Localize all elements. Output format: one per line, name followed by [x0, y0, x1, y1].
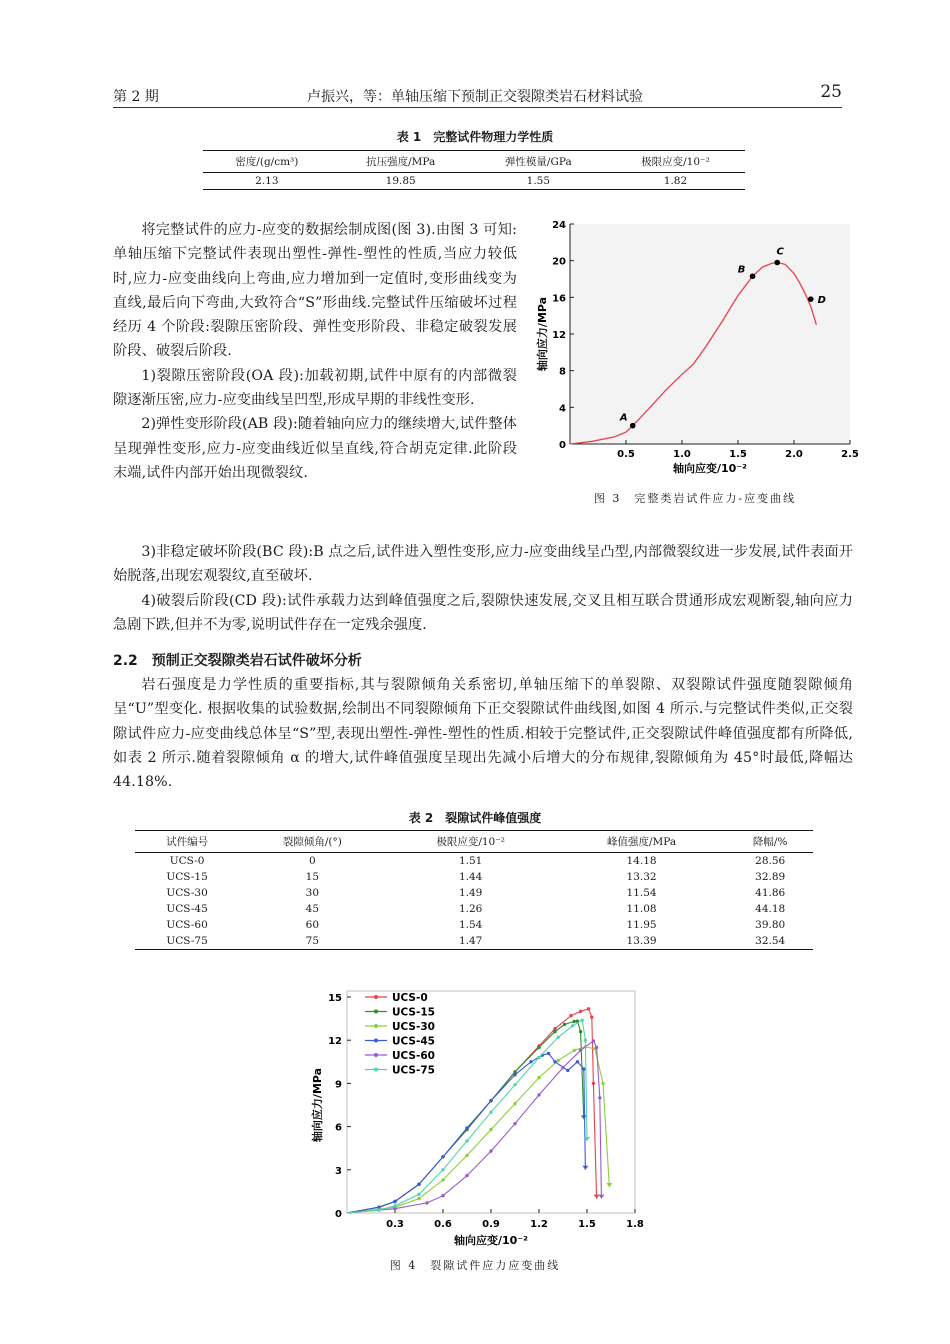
- data-point: [513, 1083, 516, 1086]
- point-a: [630, 423, 636, 429]
- y-tick-label: 12: [552, 330, 566, 341]
- x-tick-label: 0.5: [617, 449, 635, 460]
- paragraph: 将完整试件的应力-应变的数据绘制成图(图 3).由图 3 可知:单轴压缩下完整试件表现出塑性-弹性-塑性的性质,当应力较低时,应力-应变曲线向上弯曲,应力增加到一定值时,变形曲线变为直线,最后向下弯曲,大致符合“S”形曲线.完整试件压缩破坏过程经历 4 个阶段:裂隙压密阶段、弹性变形阶段、非稳定破裂发展阶段、破裂后阶段.: [113, 222, 518, 360]
- table2-header: 降幅/%: [727, 831, 813, 853]
- point-d: [808, 296, 814, 302]
- header-rule: [113, 107, 842, 108]
- data-point: [576, 1060, 579, 1063]
- data-point: [573, 1020, 576, 1023]
- x-tick-label: 1.5: [578, 1219, 596, 1230]
- data-point: [557, 1036, 560, 1039]
- y-tick-label: 6: [335, 1122, 342, 1134]
- data-point: [417, 1197, 420, 1200]
- data-point: [529, 1060, 532, 1063]
- table2-cell: 11.95: [626, 919, 657, 931]
- table2-cell: UCS-45: [166, 903, 208, 915]
- table2-cell: 60: [305, 919, 320, 931]
- point-label: D: [817, 295, 826, 307]
- table2-cell: UCS-0: [169, 855, 205, 867]
- data-point: [584, 1039, 587, 1042]
- issue-number: 第 2 期: [113, 89, 159, 105]
- y-tick-label: 12: [328, 1036, 342, 1048]
- data-point: [573, 1049, 576, 1052]
- table2-header: 试件编号: [135, 831, 239, 853]
- data-point: [489, 1128, 492, 1131]
- table1-cell: 2.13: [203, 173, 331, 190]
- legend-label: UCS-75: [392, 1064, 435, 1077]
- table1-header: 密度/(g/cm³): [203, 151, 331, 173]
- data-point: [579, 1049, 582, 1052]
- table2-cell: UCS-75: [135, 933, 239, 950]
- y-tick-label: 20: [552, 256, 566, 268]
- page-number: 25: [820, 82, 842, 102]
- left-column-text: [113, 218, 517, 485]
- data-point: [566, 1069, 569, 1072]
- y-tick-label: 15: [328, 993, 342, 1004]
- data-point: [537, 1056, 540, 1059]
- legend-label: UCS-45: [392, 1035, 435, 1048]
- data-point: [465, 1139, 468, 1142]
- data-point: [425, 1201, 428, 1204]
- table2: [135, 830, 813, 950]
- point-b: [750, 273, 756, 279]
- data-point: [582, 1067, 585, 1070]
- table-row: [135, 933, 813, 950]
- paragraph: 3)非稳定破坏阶段(BC 段):B 点之后,试件进入塑性变形,应力-应变曲线呈凸型,内部微裂纹进一步发展,试件表面开始脱落,出现宏观裂纹,直至破坏.: [113, 544, 853, 585]
- table2-cell: 28.56: [755, 855, 786, 867]
- table1-header: 抗压强度/MPa: [331, 151, 471, 173]
- data-point: [417, 1193, 420, 1196]
- data-point: [377, 1208, 380, 1211]
- data-point: [587, 1007, 590, 1010]
- figure3-chart: [530, 218, 860, 480]
- point-label: A: [619, 412, 628, 424]
- table2-cell: 14.18: [626, 855, 657, 867]
- data-point: [393, 1204, 396, 1207]
- table1: [203, 150, 745, 190]
- table2-cell: 32.89: [755, 871, 786, 883]
- data-point: [592, 1039, 595, 1042]
- y-tick-label: 0: [559, 440, 566, 451]
- table2-cell: 39.80: [755, 919, 786, 931]
- table2-cell: 1.44: [458, 871, 483, 883]
- x-axis-label: 轴向应变/10⁻²: [673, 462, 747, 475]
- table2-cell: 44.18: [755, 903, 786, 915]
- data-point: [537, 1076, 540, 1079]
- data-point: [441, 1194, 444, 1197]
- data-point: [553, 1030, 556, 1033]
- table2-cell: UCS-60: [166, 919, 208, 931]
- data-point: [569, 1014, 572, 1017]
- data-point: [598, 1096, 601, 1099]
- x-tick-label: 0.3: [386, 1219, 404, 1230]
- legend-marker: [374, 995, 378, 999]
- table2-cell: 1.49: [458, 887, 483, 899]
- table2-caption: 表 2 裂隙试件峰值强度: [408, 811, 542, 825]
- y-tick-label: 16: [552, 293, 566, 305]
- table2-cell: 13.32: [626, 871, 657, 883]
- section-text: [113, 673, 853, 794]
- data-point: [571, 1024, 574, 1027]
- table2-cell: 15: [305, 871, 320, 883]
- paragraph: 1)裂隙压密阶段(OA 段):加载初期,试件中原有的内部微裂隙逐渐压密,应力-应变曲线呈凹型,形成早期的非线性变形.: [113, 367, 517, 409]
- table-row: [135, 853, 813, 870]
- data-point: [513, 1070, 516, 1073]
- data-point: [553, 1027, 556, 1030]
- data-point: [441, 1155, 444, 1158]
- table1-header: 极限应变/10⁻²: [606, 151, 745, 173]
- y-axis-label: 轴向应力/MPa: [311, 1067, 324, 1143]
- table2-cell: 13.39: [556, 933, 728, 950]
- table-row: [135, 885, 813, 901]
- data-point: [547, 1052, 550, 1055]
- figure3-caption: 图 3 完整类岩试件应力-应变曲线: [593, 492, 797, 505]
- data-point: [393, 1200, 396, 1203]
- data-point: [537, 1046, 540, 1049]
- data-point: [579, 1010, 582, 1013]
- data-point: [489, 1149, 492, 1152]
- x-tick-label: 1.5: [729, 449, 747, 460]
- x-tick-label: 0.9: [482, 1219, 500, 1230]
- paragraph: 岩石强度是力学性质的重要指标,其与裂隙倾角关系密切,单轴压缩下的单裂隙、双裂隙试件强度随裂隙倾角呈“U”型变化. 根据收集的试验数据,绘制出不同裂隙倾角下正交裂隙试件曲线图,如图 4 所示.与完整试件类似,正交裂隙试件应力-应变曲线总体呈“S”型,表现出塑性-弹性-塑性的性质.相较于完整试件,正交裂隙试件峰值强度都有所降低,如表 2 所示.随着裂隙倾角 α 的增大,试件峰值强度呈现出先减小后增大的分布规律,裂隙倾角为 45°时最低,降幅达 44.18%.: [113, 677, 853, 791]
- table2-cell: 41.86: [755, 887, 786, 899]
- y-tick-label: 0: [335, 1209, 342, 1220]
- data-point: [537, 1093, 540, 1096]
- point-c: [774, 260, 780, 266]
- y-tick-label: 8: [559, 366, 566, 378]
- table-row: [135, 901, 813, 917]
- x-tick-label: 2.5: [841, 449, 859, 460]
- legend-label: UCS-30: [392, 1021, 435, 1033]
- x-tick-label: 1.2: [530, 1219, 548, 1230]
- point-label: B: [737, 264, 746, 276]
- table2-cell: 1.54: [458, 919, 483, 931]
- x-tick-label: 0.6: [434, 1219, 452, 1230]
- data-point: [561, 1066, 564, 1069]
- table2-header: 极限应变/10⁻²: [386, 831, 556, 853]
- data-point: [417, 1183, 420, 1186]
- legend-label: UCS-60: [392, 1050, 435, 1062]
- y-tick-label: 9: [335, 1079, 342, 1091]
- data-point: [581, 1019, 584, 1022]
- x-axis-label: 轴向应变/10⁻²: [454, 1234, 528, 1247]
- data-point: [579, 1030, 582, 1033]
- data-point: [465, 1154, 468, 1157]
- data-point: [595, 1046, 598, 1049]
- table2-header: 峰值强度/MPa: [556, 831, 728, 853]
- figure4-caption: 图 4 裂隙试件应力应变曲线: [389, 1259, 561, 1272]
- table2-cell: 11.08: [626, 903, 657, 915]
- data-point: [601, 1082, 604, 1085]
- data-point: [513, 1102, 516, 1105]
- table2-cell: 45: [305, 903, 320, 915]
- paragraph: 4)破裂后阶段(CD 段):试件承载力达到峰值强度之后,裂隙快速发展,交叉且相互联合贯通形成宏观断裂,轴向应力急剧下跌,但并不为零,说明试件存在一定残余强度.: [113, 592, 853, 633]
- table1-cell: 19.85: [331, 173, 471, 190]
- figure4-chart: [305, 985, 645, 1255]
- x-tick-label: 1.0: [673, 449, 691, 460]
- table2-cell: 32.54: [727, 933, 813, 950]
- legend-marker: [374, 1068, 378, 1072]
- section-heading: 2.2 预制正交裂隙类岩石试件破坏分析: [113, 653, 362, 669]
- table1-caption: 表 1 完整试件物理力学性质: [396, 130, 554, 144]
- x-tick-label: 1.8: [626, 1219, 644, 1230]
- data-point: [393, 1207, 396, 1210]
- data-point: [563, 1023, 566, 1026]
- table2-cell: 1.47: [386, 933, 556, 950]
- table1-cell: 1.55: [471, 173, 606, 190]
- table2-cell: 11.54: [626, 887, 657, 899]
- table-row: [135, 917, 813, 933]
- x-tick-label: 2.0: [785, 449, 803, 460]
- table2-cell: 1.26: [458, 903, 483, 915]
- data-point: [592, 1082, 595, 1085]
- legend-marker: [374, 1010, 378, 1014]
- data-point: [590, 1016, 593, 1019]
- y-axis-label: 轴向应力/MPa: [536, 296, 549, 372]
- y-tick-label: 3: [335, 1165, 342, 1177]
- data-point: [441, 1168, 444, 1171]
- table2-header: 裂隙倾角/(°): [239, 831, 385, 853]
- table2-cell: 0: [309, 855, 316, 867]
- legend-marker: [374, 1039, 378, 1043]
- running-title: 卢振兴，等：单轴压缩下预制正交裂隙类岩石材料试验: [307, 89, 643, 105]
- table-row: [135, 869, 813, 885]
- y-tick-label: 4: [559, 403, 566, 415]
- table2-cell: UCS-30: [166, 887, 208, 899]
- plot-background: [570, 224, 850, 444]
- legend-label: UCS-15: [392, 1006, 435, 1019]
- point-label: C: [776, 246, 784, 258]
- data-point: [553, 1060, 556, 1063]
- legend-label: UCS-0: [392, 992, 428, 1004]
- full-width-text: [113, 540, 853, 637]
- data-point: [513, 1122, 516, 1125]
- data-point: [441, 1178, 444, 1181]
- data-point: [513, 1073, 516, 1076]
- data-point: [377, 1206, 380, 1209]
- data-point: [489, 1111, 492, 1114]
- data-point: [465, 1174, 468, 1177]
- data-point: [557, 1059, 560, 1062]
- legend-marker: [374, 1024, 378, 1028]
- table2-cell: UCS-15: [166, 871, 208, 883]
- y-tick-label: 24: [552, 220, 566, 231]
- table2-cell: 1.51: [458, 855, 483, 867]
- data-point: [489, 1099, 492, 1102]
- table1-header: 弹性模量/GPa: [471, 151, 606, 173]
- table2-cell: 75: [239, 933, 385, 950]
- legend-marker: [374, 1053, 378, 1057]
- table2-cell: 30: [305, 887, 320, 899]
- data-point: [465, 1126, 468, 1129]
- paragraph: 2)弹性变形阶段(AB 段):随着轴向应力的继续增大,试件整体呈现弹性变形,应力-应变曲线近似呈直线,符合胡克定律.此阶段末端,试件内部开始出现微裂纹.: [113, 416, 517, 481]
- table1-cell: 1.82: [606, 173, 745, 190]
